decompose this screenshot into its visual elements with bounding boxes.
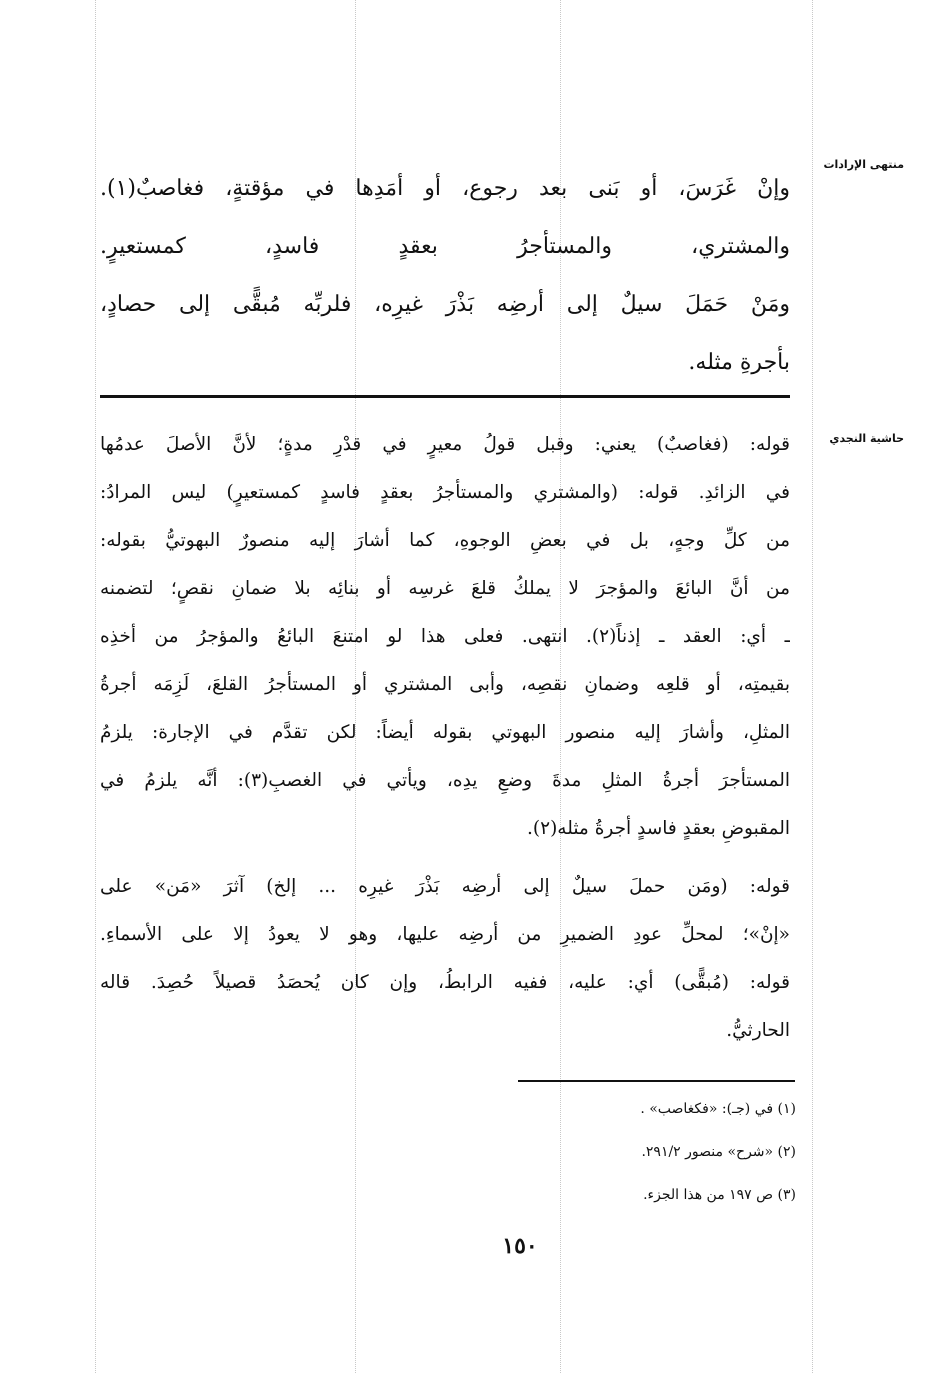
commentary-line: «إنْ»؛ لمحلِّ عودِ الضميرِ من أرضِه عليها، وهو لا يعودُ إلا على الأسماءِ. <box>100 924 790 945</box>
text-divider <box>100 395 790 398</box>
main-text-line: ومَنْ حَمَلَ سيلٌ إلى أرضِه بَذْرَ غيرِه، فلربِّه مُبقًّى إلى حصادٍ، <box>100 292 790 317</box>
footnote: (٣) ص ١٩٧ من هذا الجزء. <box>643 1187 796 1203</box>
commentary <box>100 421 790 1055</box>
commentary-line: ـ أي: العقد ـ إذناً(٢). انتهى. فعلى هذا لو امتنعَ البائعُ والمؤجرُ من أخذِه <box>100 626 790 647</box>
commentary-line: في الزائدِ. قوله: (والمشتري والمستأجرُ بعقدٍ فاسدٍ كمستعيرٍ) ليس المرادُ: <box>100 482 790 503</box>
commentary-line: بقيمتِه، أو قلعِه وضمانِ نقصِه، وأبى المشتري أو المستأجرُ القلعَ، لَزِمَه أجرةُ <box>100 674 790 695</box>
commentary-line: من كلِّ وجهٍ، بل في بعضِ الوجوهِ، كما أشارَ إليه منصورٌ البهوتيُّ بقوله: <box>100 530 790 551</box>
margin-label-hashiya: حاشية النجدي <box>829 432 904 445</box>
footnote: (٢) «شرح» منصور ٢٩١/٢. <box>641 1144 796 1160</box>
scan-guide-line <box>812 0 813 1373</box>
main-text-line: وإنْ غَرَسَ، أو بَنى بعد رجوع، أو أمَدِها في مؤقتةٍ، فغاصبٌ(١). <box>100 176 790 201</box>
commentary-line: المستأجرَ أجرةُ المثلِ مدةَ وضعِ يدِه، ويأتي في الغصبِ(٣): أنَّه يلزمُ في <box>100 770 790 791</box>
scan-guide-line <box>95 0 96 1373</box>
footnote-divider <box>518 1080 795 1082</box>
commentary-line: الحارثيُّ. <box>726 1020 790 1041</box>
main-text-line: والمشتري، والمستأجرُ بعقدٍ فاسدٍ، كمستعيرٍ. <box>100 234 790 259</box>
commentary-line: من أنَّ البائعَ والمؤجرَ لا يملكُ قلعَ غرسِه أو بنائِه بلا ضمانِ نقصٍ؛ لتضمنه <box>100 578 790 599</box>
page-number: ١٥٠ <box>502 1233 538 1259</box>
commentary-line: قوله: (فغاصبٌ) يعني: وقبل قولُ معيرٍ في قدْرِ مدةٍ؛ لأنَّ الأصلَ عدمُها <box>100 434 790 455</box>
margin-label-matn: منتهى الإرادات <box>823 158 904 171</box>
commentary-line: قوله: (مُبقًّى) أي: عليه، ففيه الرابطُ، وإن كان يُحصَدُ قصيلاً حُصِدَ. قاله <box>100 972 790 993</box>
main-text-line: بأجرةِ مثله. <box>688 350 790 375</box>
main-text <box>100 160 790 392</box>
commentary-line: قوله: (ومَن حملَ سيلٌ إلى أرضِه بَذْرَ غيرِه ... إلخ) آثرَ «مَن» على <box>100 876 790 897</box>
commentary-line: المثلِ، وأشارَ إليه منصور البهوتي بقوله أيضاً: لكن تقدَّم في الإجارة: يلزمُ <box>100 722 790 743</box>
footnote: (١) في (جـ): «فكغاصب» . <box>640 1101 796 1117</box>
commentary-line: المقبوضِ بعقدٍ فاسدٍ أجرةُ مثله(٢). <box>527 818 790 839</box>
footnotes <box>376 1088 796 1217</box>
